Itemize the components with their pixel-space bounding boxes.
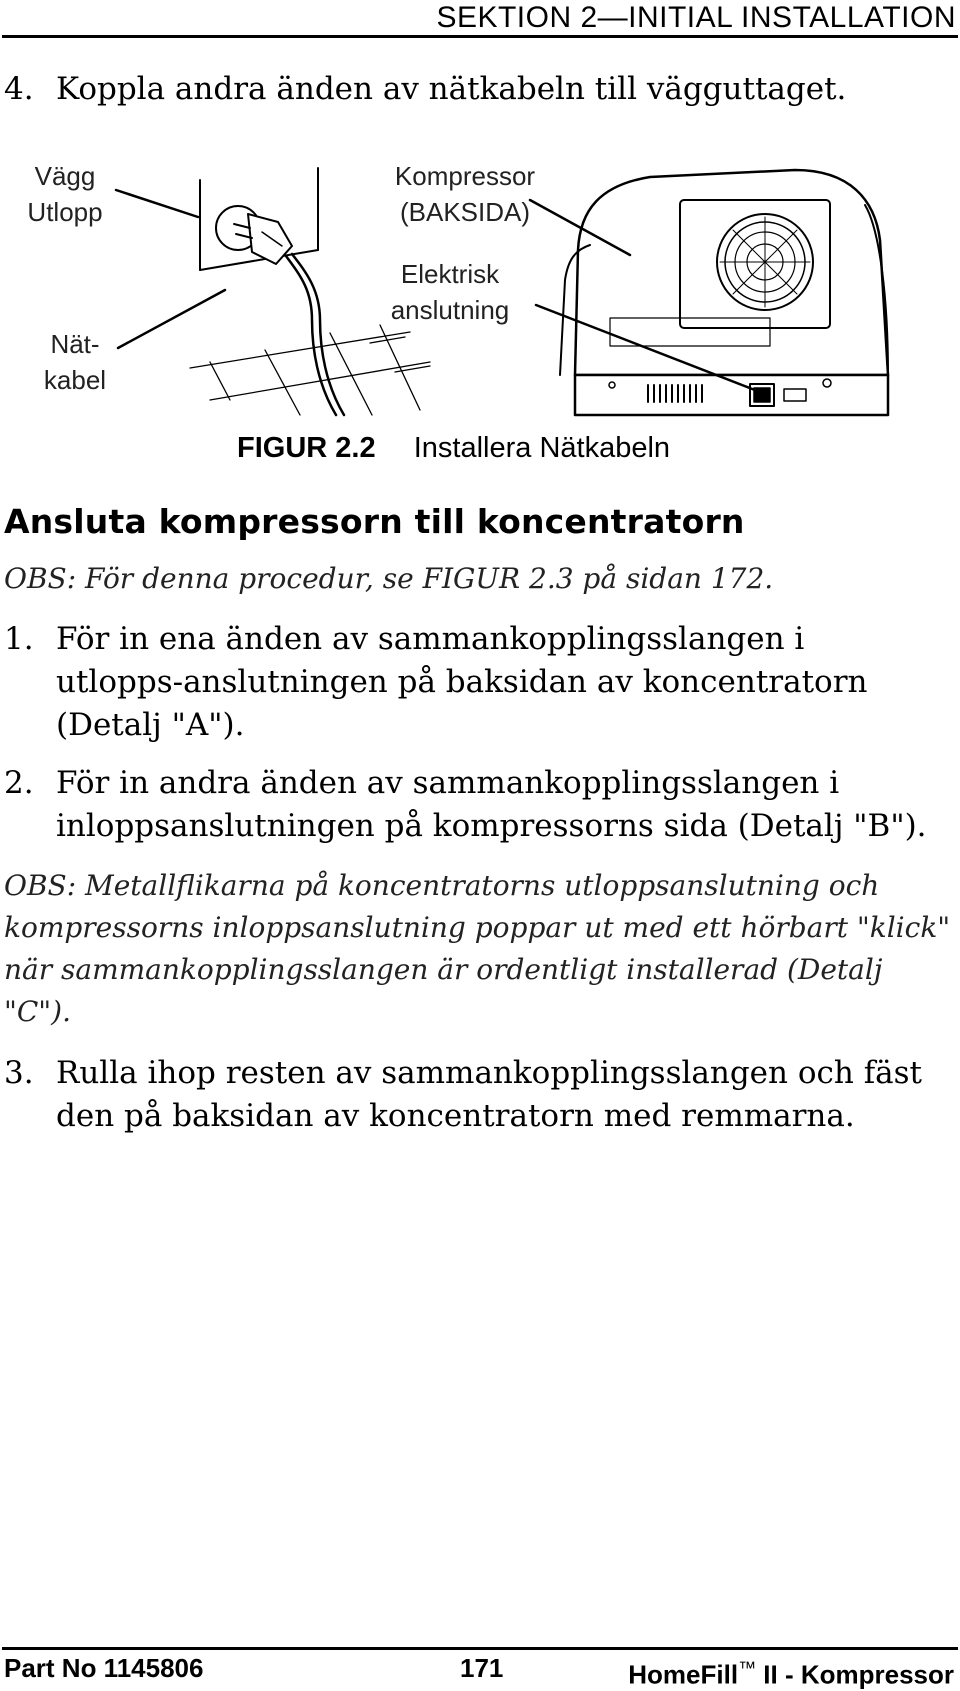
step-number: 2.	[4, 765, 34, 801]
step-number: 1.	[4, 621, 34, 657]
step-text-line: För in ena änden av sammankopplingsslangen i	[56, 621, 805, 657]
step-number: 3.	[4, 1055, 34, 1091]
step-text-line: utlopps-anslutningen på baksidan av koncentratorn	[56, 664, 868, 700]
footer-product-name: HomeFill™ II - Kompressor	[628, 1658, 954, 1690]
step-text-line: För in andra änden av sammankopplingsslangen i	[56, 765, 840, 801]
step-3	[4, 1052, 954, 1138]
note-metal-tabs-click	[4, 865, 954, 1033]
footer-page-number: 171	[460, 1653, 504, 1683]
step-1	[4, 618, 954, 747]
step-text: Koppla andra änden av nätkabeln till vägguttaget.	[56, 71, 847, 107]
label-compressor-back: Kompressor (BAKSIDA)	[394, 161, 536, 227]
step-2	[4, 762, 954, 848]
label-wall-outlet: Vägg Utlopp	[27, 161, 103, 227]
figure-title: Installera Nätkabeln	[413, 432, 671, 464]
trademark-symbol: ™	[738, 1658, 757, 1678]
section-title: Ansluta kompressorn till koncentratorn	[4, 502, 745, 541]
note-line: kompressorns inloppsanslutning poppar ut med ett hörbart "klick"	[4, 911, 951, 944]
label-power-cord: Nät- kabel	[43, 329, 107, 395]
note-procedure-reference: OBS: För denna procedur, se FIGUR 2.3 på sidan 172.	[4, 562, 774, 595]
note-line: "C").	[4, 995, 72, 1028]
figure-number: FIGUR 2.2	[237, 432, 376, 464]
footer-part-number: Part No 1145806	[4, 1653, 204, 1683]
label-electrical-connection: Elektrisk anslutning	[390, 259, 510, 325]
step-text-line: Rulla ihop resten av sammankopplingsslangen och fäst	[56, 1055, 923, 1091]
header-rule	[2, 35, 958, 38]
step-number: 4.	[4, 71, 34, 107]
footer-rule	[2, 1647, 958, 1650]
figure-caption	[237, 428, 670, 468]
figure-power-cord-installation	[0, 150, 960, 430]
page-header-title: SEKTION 2—INITIAL INSTALLATION	[436, 1, 956, 34]
note-line: när sammankopplingsslangen är ordentligt installerad (Detalj	[4, 953, 883, 986]
step-text-line: (Detalj "A").	[56, 707, 245, 743]
step-text-line: inloppsanslutningen på kompressorns sida (Detalj "B").	[56, 808, 927, 844]
step-text-line: den på baksidan av koncentratorn med remmarna.	[56, 1098, 855, 1134]
step-4	[4, 68, 954, 111]
note-line: OBS: Metallflikarna på koncentratorns utloppsanslutning och	[4, 869, 880, 902]
